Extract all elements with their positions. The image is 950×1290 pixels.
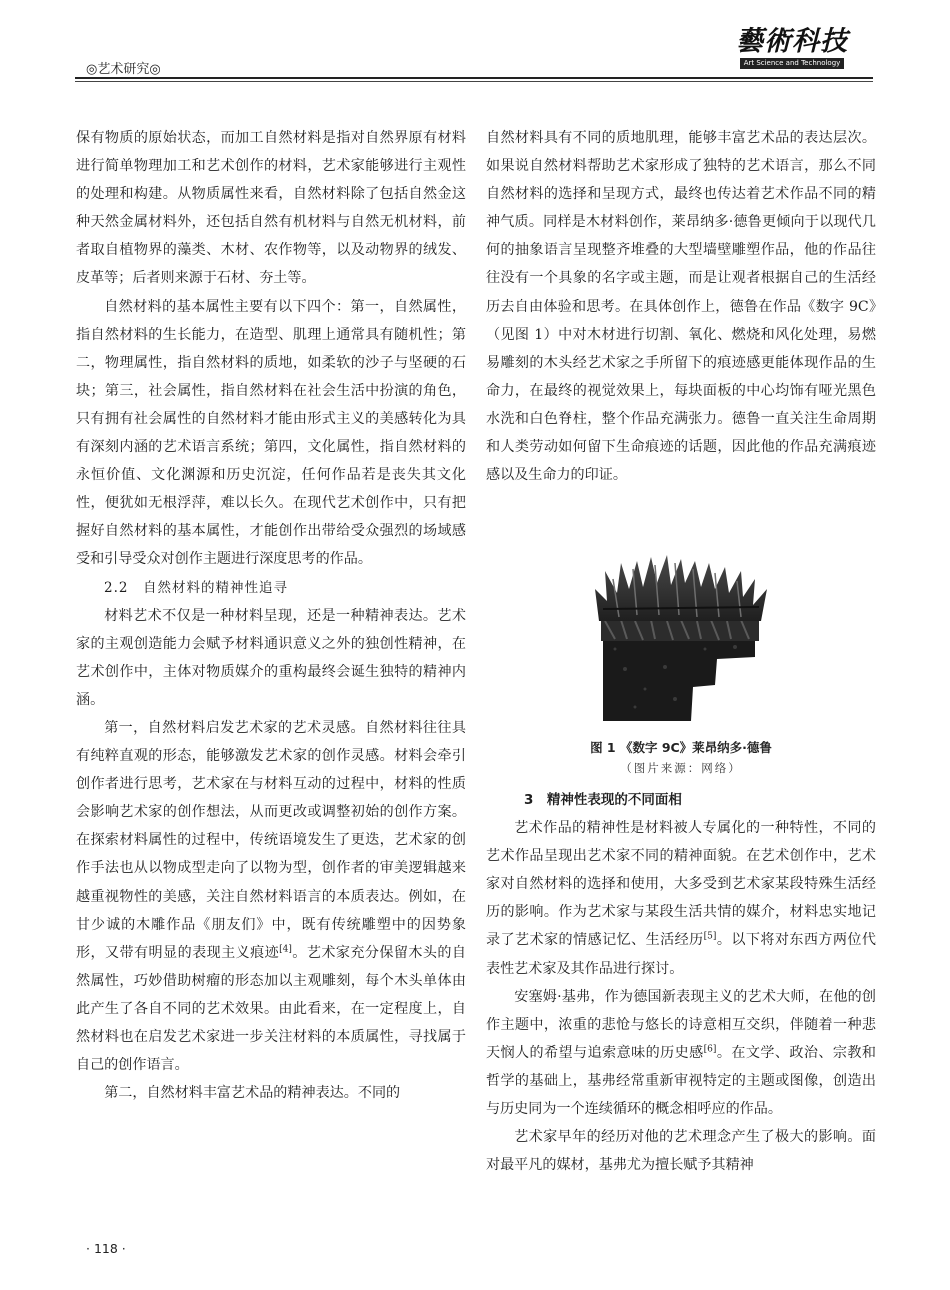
header-rule	[75, 77, 873, 79]
paragraph-text: 艺术作品的精神性是材料被人专属化的一种特性，不同的艺术作品呈现出艺术家不同的精神面貌。在艺术创作中，艺术家对自然材料的选择和使用，大多受到艺术家某段特殊生活经历的影响。作为艺术家与某段生活共情的媒介，材料忠实地记录了艺术家的情感记忆、生活经历	[486, 820, 876, 949]
citation-ref[interactable]: [5]	[703, 931, 717, 942]
paragraph-text: 。以下将对东西方两位代表性艺术家及其作品进行探讨。	[486, 932, 877, 977]
header-rule-thin	[75, 81, 873, 82]
paragraph: 自然材料的基本属性主要有以下四个：第一，自然属性，指自然材料的生长能力，在造型、肌理上通常具有随机性；第二，物理属性，指自然材料的质地，如柔软的沙子与坚硬的石块；第三，社会属性，指自然材料在社会生活中扮演的角色，只有拥有社会属性的自然材料才能由形式主义的美感转化为具有深刻内涵的艺术语言系统；第四，文化属性，指自然材料的永恒价值、文化渊源和历史沉淀，任何作品若是丧失其文化性，便犹如无根浮萍，难以长久。在现代艺术创作中，只有把握好自然材料的基本属性，才能创作出带给受众强烈的场域感受和引导受众对创作主题进行深度思考的作品。	[76, 298, 466, 568]
paragraph	[76, 714, 466, 1079]
page-number: · 118 ·	[86, 1241, 126, 1256]
figure-source: （图片来源：网络）	[620, 761, 742, 775]
paragraph	[486, 814, 876, 983]
subsection-heading: 2.2 自然材料的精神性追寻	[104, 579, 288, 596]
artwork-illustration	[555, 549, 807, 730]
section-heading: 3 精神性表现的不同面相	[524, 792, 682, 808]
journal-logo	[736, 26, 848, 74]
figure-caption: 图 1 《数字 9C》莱昂纳多·德鲁	[590, 740, 772, 755]
paragraph: 艺术家早年的经历对他的艺术理念产生了极大的影响。面对最平凡的媒材，基弗尤为擅长赋予其精神	[486, 1129, 876, 1174]
paragraph: 第二，自然材料丰富艺术品的精神表达。不同的	[104, 1085, 401, 1102]
citation-ref[interactable]: [4]	[279, 944, 292, 955]
left-column	[76, 124, 466, 1229]
paragraph-text: 。在文学、政治、宗教和哲学的基础上，基弗经常重新审视特定的主题或图像，创造出与历史同为一个连续循环的概念相呼应的作品。	[486, 1044, 877, 1118]
logo-title: 藝術科技	[736, 26, 848, 57]
figure-image	[555, 549, 807, 730]
paragraph: 材料艺术不仅是一种材料呈现，还是一种精神表达。艺术家的主观创造能力会赋予材料通识意义之外的独创性精神，在艺术创作中，主体对物质媒介的重构最终会诞生独特的精神内涵。	[76, 607, 466, 708]
right-column-top	[486, 124, 876, 489]
paragraph-text: 第一，自然材料启发艺术家的艺术灵感。自然材料往往具有纯粹直观的形态，能够激发艺术家的创作灵感。材料会牵引创作者进行思考，艺术家在与材料互动的过程中，材料的性质会影响艺术家的创作想法，从而更改或调整初始的创作方案。在探索材料属性的过程中，传统语境发生了更迭，艺术家的创作手法也从以物成型走向了以物为型，创作者的审美逻辑越来越重视物性的美感，关注自然材料语言的本质表达。例如，在甘少诚的木雕作品《朋友们》中，既有传统雕塑中的因势象形，又带有明显的表现主义痕迹	[76, 719, 466, 961]
paragraph-text: 。艺术家充分保留木头的自然属性，巧妙借助树瘤的形态加以主观雕刻，每个木头单体由此产生了各自不同的艺术效果。由此看来，在一定程度上，自然材料也在启发艺术家进一步关注材料的本质属性，寻找属于自己的创作语言。	[76, 944, 467, 1074]
paragraph	[486, 983, 876, 1123]
journal-section-label: ◎艺术研究◎	[86, 62, 161, 77]
paragraph: 自然材料具有不同的质地肌理，能够丰富艺术品的表达层次。如果说自然材料帮助艺术家形成了独特的艺术语言，那么不同自然材料的选择和呈现方式，最终也传达着艺术作品不同的精神气质。同样是木材料创作，莱昂纳多·德鲁更倾向于以现代几何的抽象语言呈现整齐堆叠的大型墙壁雕塑作品，他的作品往往没有一个具象的名字或主题，而是让观者根据自己的生活经历去自由体验和思考。在具体创作上，德鲁在作品《数字 9C》（见图 1）中对木材进行切割、氧化、燃烧和风化处理，易燃易雕刻的木头经艺术家之手所留下的痕迹感更能体现作品的生命力，在最终的视觉效果上，每块面板的中心均饰有哑光黑色水洗和白色脊柱，整个作品充满张力。德鲁一直关注生命周期和人类劳动如何留下生命痕迹的话题，因此他的作品充满痕迹感以及生命力的印证。	[486, 130, 876, 484]
logo-subtitle: Art Science and Technology	[740, 58, 844, 69]
paragraph-text: 安塞姆·基弗，作为德国新表现主义的艺术大师，在他的创作主题中，浓重的悲怆与悠长的诗意相互交织，伴随着一种悲天悯人的希望与追索意味的历史感	[486, 988, 876, 1061]
paragraph: 保有物质的原始状态，而加工自然材料是指对自然界原有材料进行简单物理加工和艺术创作的材料，艺术家能够进行主观性的处理和构建。从物质属性来看，自然材料除了包括自然金这种天然金属材料外，还包括自然有机材料与自然无机材料，前者取自植物界的藻类、木材、农作物等，以及动物界的绒发、皮革等；后者则来源于石材、夯土等。	[76, 130, 466, 287]
citation-ref[interactable]: [6]	[703, 1044, 717, 1055]
right-column-bottom	[486, 786, 876, 1179]
